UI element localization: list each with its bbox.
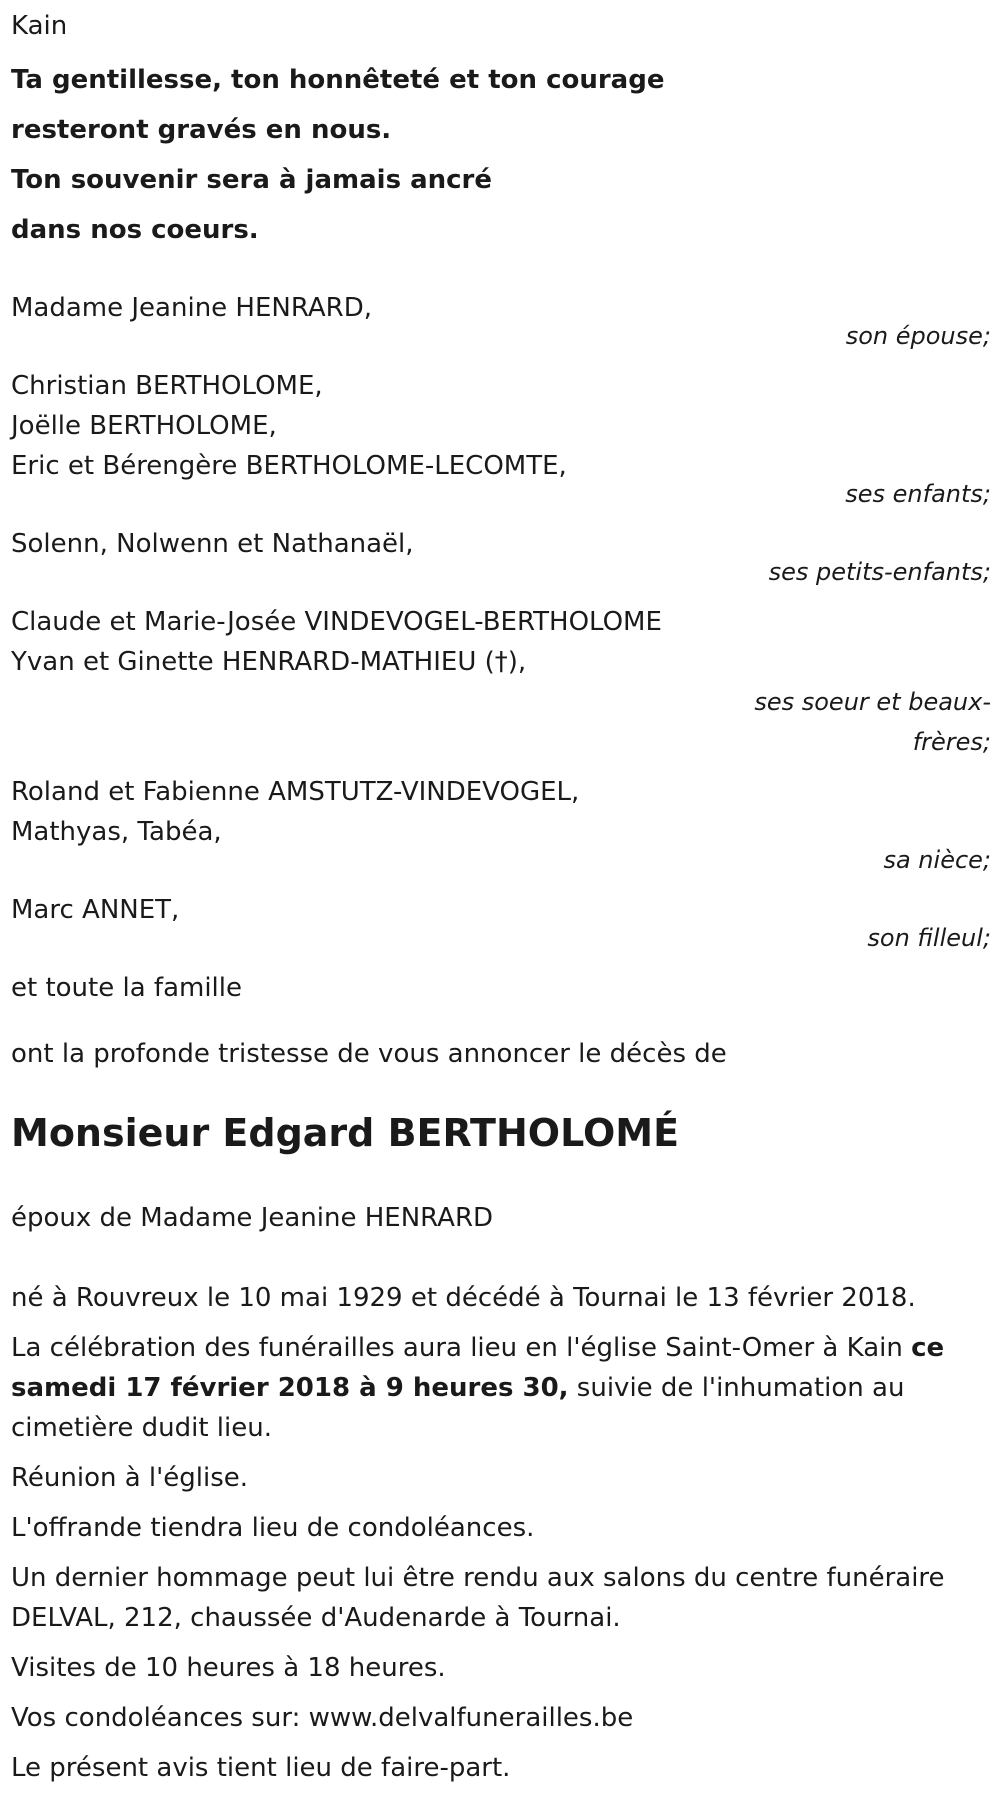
ceremony-text [11, 1328, 981, 1448]
family-list [11, 288, 991, 1008]
family-group-others [11, 968, 991, 1008]
poem-line: resteront gravés en nous. [11, 115, 392, 145]
family-group-godson [11, 890, 991, 958]
family-role: sa nièce; [883, 846, 991, 874]
deceased-name: Monsieur Edgard BERTHOLOMÉ [11, 1111, 680, 1155]
family-role: son épouse; [845, 322, 991, 350]
obituary-notice [11, 0, 991, 1798]
visits-text: Visites de 10 heures à 18 heures. [11, 1653, 446, 1683]
announcement-text: ont la profonde tristesse de vous annoncer le décès de [11, 1039, 727, 1069]
ceremony-date-time: ce samedi 17 février 2018 à 9 heures 30, [11, 1333, 945, 1403]
family-name: Yvan et Ginette HENRARD-MATHIEU (†), [11, 647, 527, 677]
ceremony-text-start: La célébration des funérailles aura lieu en l'église Saint-Omer à Kain [11, 1333, 912, 1363]
notice-text: Le présent avis tient lieu de faire-part. [11, 1753, 511, 1783]
family-role: ses enfants; [845, 480, 991, 508]
poem-line: dans nos coeurs. [11, 215, 259, 245]
offering-text: L'offrande tiendra lieu de condoléances. [11, 1513, 535, 1543]
spouse-line: époux de Madame Jeanine HENRARD [11, 1203, 494, 1233]
birth-death-text: né à Rouvreux le 10 mai 1929 et décédé à Tournai le 13 février 2018. [11, 1283, 916, 1313]
family-name: Eric et Bérengère BERTHOLOME-LECOMTE, [11, 451, 567, 481]
meeting-text: Réunion à l'église. [11, 1463, 249, 1493]
poem-line: Ta gentillesse, ton honnêteté et ton courage [11, 65, 665, 95]
tribute-text: Un dernier hommage peut lui être rendu aux salons du centre funéraire DELVAL, 212, chaussée d'Audenarde à Tournai. [11, 1563, 945, 1633]
family-group-siblings [11, 602, 991, 762]
family-name: Solenn, Nolwenn et Nathanaël, [11, 529, 414, 559]
memorial-poem [11, 55, 991, 255]
ceremony-text-end: suivie de l'inhumation au cimetière dudit lieu. [11, 1373, 905, 1443]
family-role: ses soeur et beaux-frères; [754, 688, 991, 756]
poem-line: Ton souvenir sera à jamais ancré [11, 165, 493, 195]
family-name: Mathyas, Tabéa, [11, 817, 222, 847]
family-name: Joëlle BERTHOLOME, [11, 411, 277, 441]
family-name: Marc ANNET, [11, 895, 180, 925]
family-name: Claude et Marie-Josée VINDEVOGEL-BERTHOLOME [11, 607, 662, 637]
family-group-children [11, 366, 991, 514]
family-group-niece [11, 772, 991, 880]
family-name: Roland et Fabienne AMSTUTZ-VINDEVOGEL, [11, 777, 580, 807]
family-role: son filleul; [867, 924, 991, 952]
place-name: Kain [11, 11, 68, 41]
condolences-text: Vos condoléances sur: www.delvalfunerailles.be [11, 1703, 634, 1733]
family-others: et toute la famille [11, 973, 242, 1003]
family-role: ses petits-enfants; [768, 558, 991, 586]
family-name: Madame Jeanine HENRARD, [11, 293, 373, 323]
family-group-spouse [11, 288, 991, 356]
family-name: Christian BERTHOLOME, [11, 371, 323, 401]
family-group-grandchildren [11, 524, 991, 592]
